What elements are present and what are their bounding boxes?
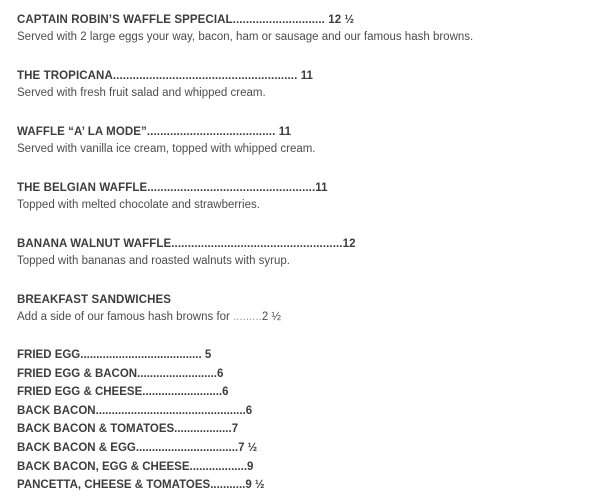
sandwich-list xyxy=(17,346,587,495)
list-item: FRIED EGG...................................... 5 xyxy=(17,349,212,361)
list-item: BACK BACON & TOMATOES..................7 xyxy=(17,423,239,436)
menu-item-a-la-mode xyxy=(17,124,587,158)
breakfast-sandwiches-section xyxy=(17,292,587,326)
list-item: BACK BACON & EGG................................7 ½ xyxy=(17,441,258,454)
menu-item-description: Topped with bananas and roasted walnuts with syrup. xyxy=(17,255,290,267)
menu-item-title: THE BELGIAN WAFFLE...................................................11 xyxy=(17,182,328,194)
menu-item-title: BANANA WALNUT WAFFLE....................................................12 xyxy=(17,238,356,250)
menu-item-banana-walnut xyxy=(17,236,587,270)
menu-item-description: Served with vanilla ice cream, topped with whipped cream. xyxy=(17,143,316,155)
breakfast-menu xyxy=(17,12,587,495)
menu-item-title: THE TROPICANA........................................................ 11 xyxy=(17,70,314,82)
list-item: FRIED EGG & CHEESE.........................6 xyxy=(17,386,229,399)
menu-item-title: WAFFLE “A’ LA MODE”....................................... 11 xyxy=(17,126,292,138)
section-heading: BREAKFAST SANDWICHES xyxy=(17,294,172,306)
menu-item-description: Served with 2 large eggs your way, bacon, ham or sausage and our famous hash browns. xyxy=(17,31,474,43)
list-item: BACK BACON...............................................6 xyxy=(17,404,253,417)
list-item: PANCETTA, CHEESE & TOMATOES...........9 ½ xyxy=(17,479,265,492)
section-note: Add a side of our famous hash browns for .........2 ½ xyxy=(17,311,282,323)
menu-item-description: Topped with melted chocolate and strawberries. xyxy=(17,199,260,211)
list-item: BACK BACON, EGG & CHEESE..................9 xyxy=(17,460,254,473)
menu-item-title: CAPTAIN ROBIN’S WAFFLE SPPECIAL............................ 12 ½ xyxy=(17,14,355,26)
menu-item-belgian-waffle xyxy=(17,180,587,214)
menu-item-captain-robin xyxy=(17,12,587,46)
list-item: FRIED EGG & BACON.........................6 xyxy=(17,367,224,380)
menu-item-description: Served with fresh fruit salad and whipped cream. xyxy=(17,87,266,99)
menu-item-tropicana xyxy=(17,68,587,102)
